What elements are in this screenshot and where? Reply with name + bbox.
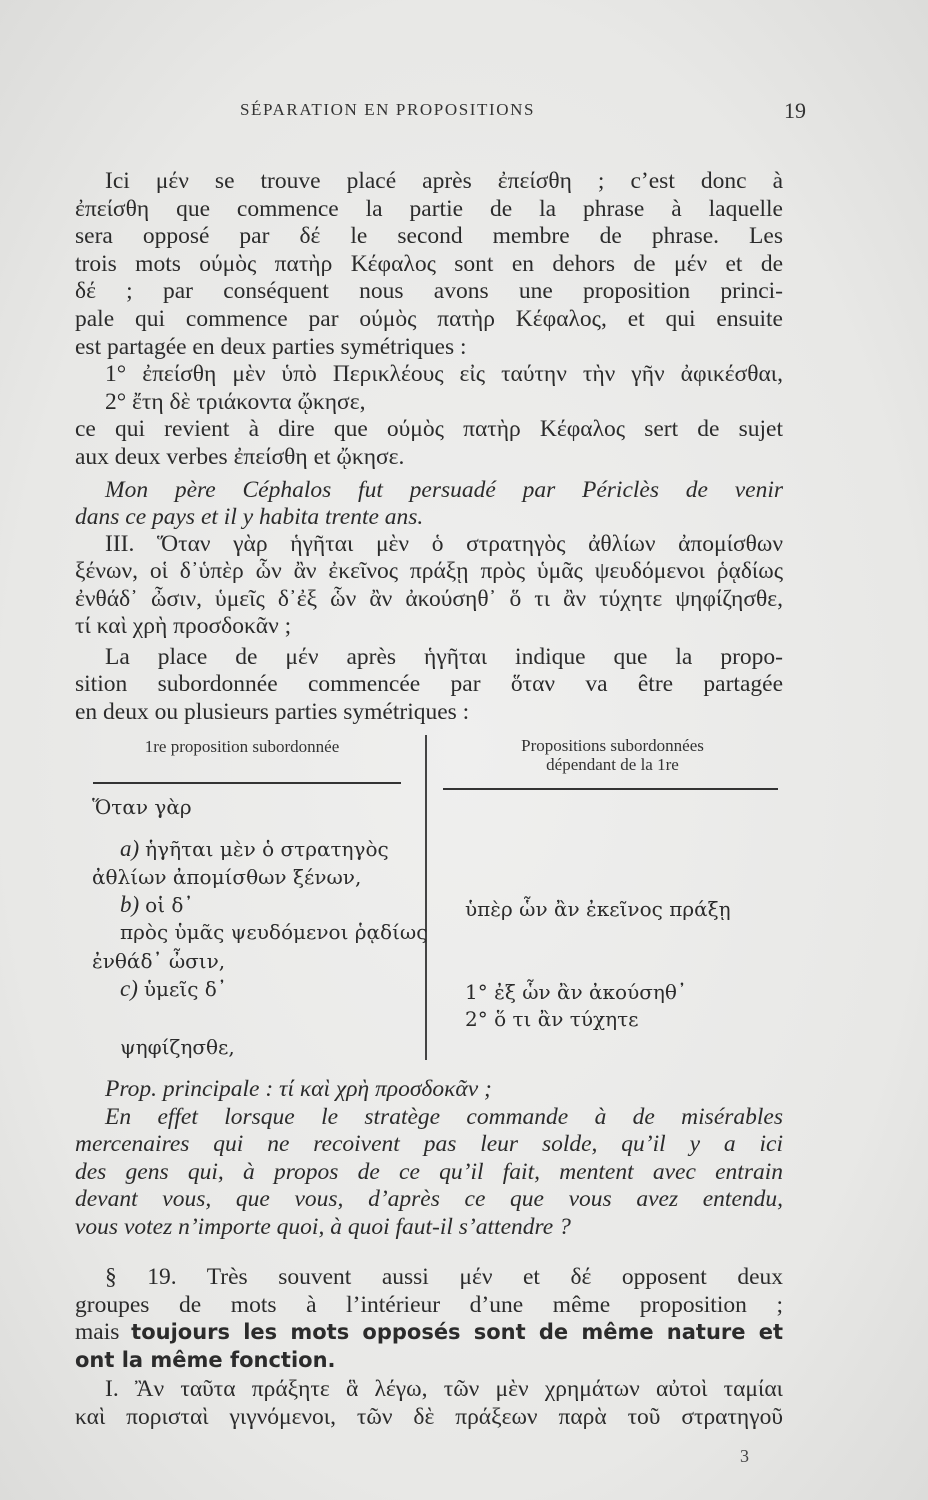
text-line: En effet lorsque le stratège commande à de misérables	[105, 1103, 783, 1130]
running-title: SÉPARATION EN PROPOSITIONS	[240, 100, 536, 119]
left-table-row	[120, 919, 427, 945]
text-line: devant vous, que vous, d’après ce que vous avez entendu,	[75, 1186, 783, 1212]
text-line: La place de μέν après ἡγῆται indique que la propo-	[105, 644, 783, 670]
left-column-header: 1re proposition subordonnée	[144, 737, 340, 756]
text-line: Prop. principale : τί καὶ χρὴ προσδοκᾶν ;	[105, 1076, 492, 1102]
row-text: ὑμεῖς δ᾽	[143, 977, 227, 1001]
text-line: en deux ou plusieurs parties symétriques :	[75, 698, 470, 725]
text-line: sera opposé par δέ le second membre de phrase. Les	[75, 223, 783, 250]
row-text: οἱ δ᾽	[145, 893, 194, 917]
page-number: 19	[784, 98, 806, 123]
text-line: καὶ πορισταὶ γιγνόμενοι, τῶν δὲ πράξεων παρὰ τοῦ στρατηγοῦ	[75, 1403, 783, 1430]
text-line: Ici μέν se trouve placé après ἐπείσθη ; c’est donc à	[105, 168, 783, 194]
row-text: Ὅταν γὰρ	[92, 795, 192, 819]
text-block	[75, 531, 783, 640]
signature-mark: 3	[740, 1446, 749, 1466]
right-table-row: ὑπὲρ ὧν ἂν ἐκεῖνος πράξῃ	[465, 897, 731, 921]
text-line: est partagée en deux parties symétriques :	[75, 333, 467, 360]
row-text: ἡγῆται μὲν ὁ στρατηγὸς	[145, 837, 389, 861]
text-run: mais	[75, 1319, 132, 1345]
text-line: ξένων, οἱ δ᾽ὑπὲρ ὧν ἂν ἐκεῖνος πράξῃ πρὸς ὑμᾶς ψευδόμενοι ῥᾳδίως	[75, 558, 783, 585]
left-table-row	[120, 976, 227, 1002]
text-line: vous votez n’importe quoi, à quoi faut-il s’attendre ?	[75, 1213, 571, 1240]
left-table-row	[120, 1034, 235, 1060]
text-line: 1° ἐπείσθη μὲν ὑπὸ Περικλέους εἰς ταύτην τὴν γῆν ἀφικέσθαι,	[105, 361, 783, 388]
text-block	[75, 1376, 783, 1431]
row-label: a)	[120, 836, 140, 861]
row-label: c)	[120, 976, 138, 1001]
column-divider	[425, 735, 427, 1060]
right-column-header-line-2: dépendant de la 1re	[546, 755, 679, 774]
row-text: ἀθλίων ἀπομίσθων ξένων,	[92, 865, 362, 889]
text-line: ἐνθάδ᾽ ὦσιν, ὑμεῖς δ᾽ἐξ ὧν ἂν ἀκούσηθ᾽ ὅ τι ἂν τύχητε ψηφίζησθε,	[75, 585, 783, 612]
text-line: 2° ἔτη δὲ τριάκοντα ᾤκησε,	[105, 388, 366, 415]
text-line: III. Ὅταν γὰρ ἡγῆται μὲν ὁ στρατηγὸς ἀθλίων ἀπομίσθων	[105, 531, 783, 557]
text-line: § 19. Très souvent aussi μέν et δέ opposent deux	[105, 1264, 783, 1290]
text-line: I. Ἂν ταῦτα πράξητε ἃ λέγω, τῶν μὲν χρημάτων αὐτοὶ ταμίαι	[105, 1376, 783, 1402]
text-block	[75, 477, 783, 531]
right-header-rule	[443, 788, 778, 790]
left-table-row	[120, 836, 389, 862]
right-column-header-line-1: Propositions subordonnées	[521, 736, 704, 755]
left-table-row	[92, 794, 192, 820]
text-line: dans ce pays et il y habita trente ans.	[75, 504, 424, 530]
text-line	[75, 1319, 783, 1347]
text-line: groupes de mots à l’intérieur d’une même proposition ;	[75, 1291, 783, 1318]
left-table-row	[120, 892, 193, 918]
text-line: pale qui commence par ούμὸς πατὴρ Κέφαλος, et qui ensuite	[75, 305, 783, 332]
text-line: δέ ; par conséquent nous avons une proposition princi-	[75, 278, 783, 305]
text-block	[75, 644, 783, 726]
row-text: ψηφίζησθε,	[120, 1035, 235, 1059]
right-table-row: 2° ὅ τι ἂν τύχητε	[465, 1007, 639, 1031]
right-table-row: 1° ἐξ ὧν ἂν ἀκούσηθ᾽	[465, 980, 687, 1004]
left-table-row	[92, 864, 361, 890]
bold-text-run: toujours les mots opposés sont de même nature et	[131, 1320, 783, 1344]
text-block	[75, 1264, 783, 1374]
text-block	[75, 168, 783, 472]
text-line: des gens qui, à propos de ce qu’il fait, mentent avec entrain	[75, 1158, 783, 1185]
text-line: ce qui revient à dire que ούμὸς πατὴρ Κέφαλος sert de sujet	[75, 416, 783, 443]
text-line: aux deux verbes ἐπείσθη et ᾤκησε.	[75, 443, 405, 470]
text-line	[75, 1347, 783, 1375]
row-text: ἐνθάδ᾽ ὦσιν,	[92, 949, 226, 973]
text-line: Mon père Céphalos fut persuadé par Périclès de venir	[105, 477, 783, 503]
left-table-row	[92, 948, 225, 974]
text-line: ἐπείσθη que commence la partie de la phrase à laquelle	[75, 195, 783, 222]
text-line: mercenaires qui ne recoivent pas leur solde, qu’il y a ici	[75, 1131, 783, 1157]
text-line: τί καὶ χρὴ προσδοκᾶν ;	[75, 612, 292, 639]
text-line: trois mots ούμὸς πατὴρ Κέφαλος sont en dehors de μέν et de	[75, 250, 783, 277]
text-line: sition subordonnée commencée par ὅταν va être partagée	[75, 671, 783, 698]
row-text: πρὸς ὑμᾶς ψευδόμενοι ῥᾳδίως	[120, 920, 428, 944]
left-header-rule	[93, 782, 401, 784]
bold-text-run: ont la même fonction.	[75, 1347, 336, 1372]
row-label: b)	[120, 892, 140, 917]
text-block	[75, 1076, 783, 1241]
